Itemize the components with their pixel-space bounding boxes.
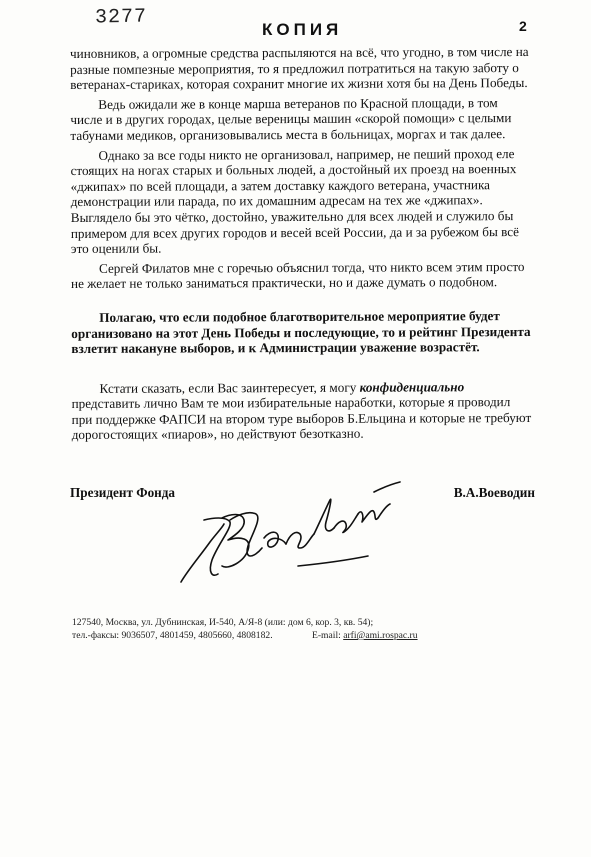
- signatory-title: Президент Фонда: [70, 485, 176, 500]
- footer-phones: тел.-факсы: 9036507, 4801459, 4805660, 4808182.: [72, 630, 273, 641]
- document-number: 3277: [94, 5, 148, 30]
- footer-contacts: [72, 629, 532, 642]
- paragraph-1: чиновников, а огромные средства распыляются на всё, что угодно, в том числе на разные помпезные мероприятия, то я предложил потратиться на такую заботу о ветеранах-стариках, которая сохранит многие их жизни хотя бы на День Победы.: [70, 43, 529, 93]
- paragraph-2: Ведь ожидали же в конце марша ветеранов по Красной площади, в том числе и в других городах, целые вереницы машин «скорой помощи» с целыми табунами медиков, организовывались места в больницах, моргах и так далее.: [70, 94, 512, 143]
- signatory-name: В.А.Воеводин: [453, 485, 535, 500]
- paragraph-4: Сергей Филатов мне с горечью объяснил тогда, что никто всем этим просто не желает не только заниматься практически, но и даже думать о подобном.: [71, 258, 525, 292]
- paragraph-6-emphasis: конфиденциально: [359, 378, 465, 395]
- letter-body: [70, 44, 534, 443]
- copy-stamp: КОПИЯ: [262, 20, 343, 39]
- footer-email-block: [312, 629, 418, 642]
- letterhead-footer: [72, 616, 532, 642]
- footer-email-label: E-mail:: [312, 630, 341, 641]
- paragraph-6-end: представить лично Вам те мои избирательные наработки, которые я проводил при поддержке ФАПСИ на втором туре выборов Б.Ельцина и которые не требуют дорогостоящих «пиаров», но действуют безотказно.: [71, 394, 532, 443]
- paragraph-3: Однако за все годы никто не организовал, например, не пеший проход еле стоящих на ногах старых и больных людей, а достойный их проезд на военных «джипах» по всей площади, а затем доставку каждого ветерана, участника демонстрации или парада, по их домашним адресам на тех же «джипах». Выглядело бы это чётко, достойно, уважительно для всех людей и служило бы примером для всех других городов и весей всей России, да и за рубежом бы всё это оценили бы.: [70, 145, 520, 257]
- footer-address: 127540, Москва, ул. Дубнинская, И-540, А/Я-8 (или: дом 6, кор. 3, кв. 54);: [72, 617, 374, 628]
- footer-email-link[interactable]: arfi@ami.rospac.ru: [343, 630, 418, 641]
- paragraph-6-start: Кстати сказать, если Вас заинтересует, я могу: [99, 379, 360, 396]
- page-number: 2: [519, 18, 527, 34]
- handwritten-signature: [178, 478, 410, 588]
- paragraph-5-bold: Полагаю, что если подобное благотворительное мероприятие будет организовано на этот День Победы и последующие, то и рейтинг Президента взлетит накануне выборов, и к Администрации уважение возрастёт.: [71, 308, 531, 357]
- paragraph-6: [71, 379, 533, 443]
